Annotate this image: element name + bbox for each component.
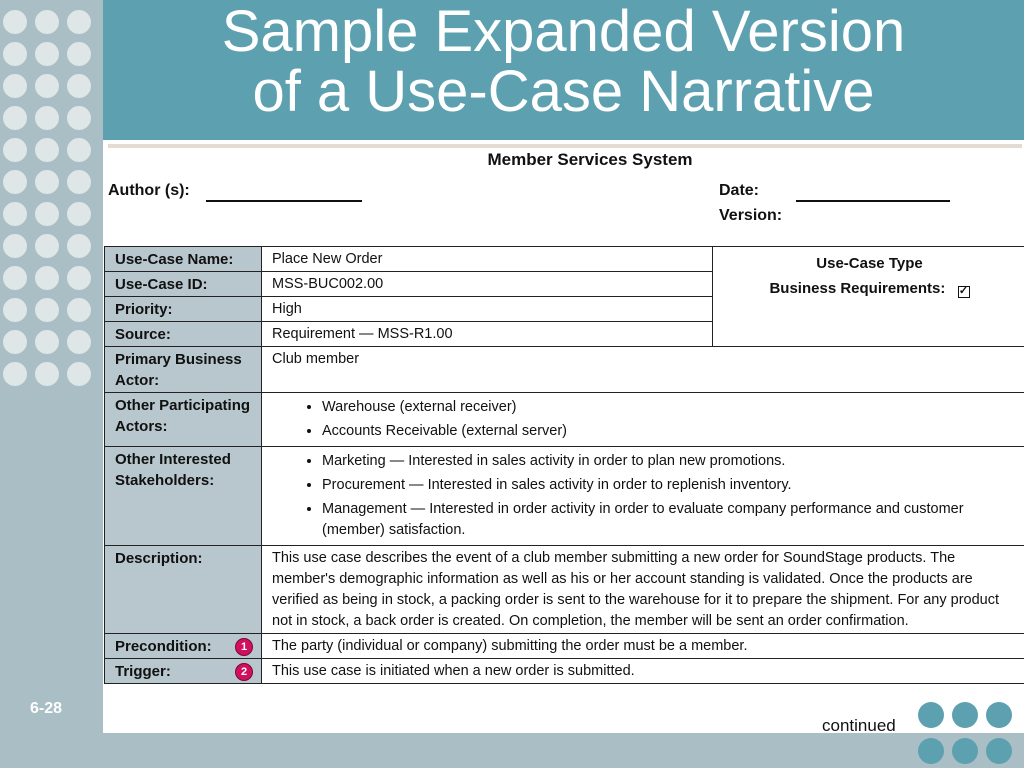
stakeholders-list: [272, 451, 1016, 541]
use-case-type-cell: [713, 247, 1024, 347]
date-blank-line: [796, 200, 950, 202]
stakeholders-cell: [262, 447, 1024, 546]
precondition-label-cell: [105, 634, 262, 659]
decorative-dot: [952, 702, 978, 728]
version-label: Version:: [719, 207, 783, 224]
participating-actors-list: [272, 397, 1016, 442]
decorative-dot: [3, 74, 27, 98]
trigger-label: Trigger:: [115, 663, 171, 680]
decorative-dot: [67, 266, 91, 290]
list-item: • Warehouse (external receiver): [322, 397, 1016, 418]
decorative-dot: [35, 138, 59, 162]
decorative-dot: [3, 298, 27, 322]
trigger-value: This use case is initiated when a new order is submitted.: [262, 659, 1024, 684]
use-case-type-title: Use-Case Type: [816, 255, 923, 272]
use-case-id-value: MSS-BUC002.00: [262, 272, 713, 297]
table-row: [105, 247, 1024, 272]
list-item: • Management — Interested in order activity in order to evaluate company performance and customer (member) satisfaction.: [322, 499, 1016, 541]
priority-label: Priority:: [105, 297, 262, 322]
step-badge-1: 1: [235, 638, 253, 656]
stakeholders-label: Other Interested Stakeholders:: [105, 447, 262, 546]
table-row: [105, 347, 1024, 393]
precondition-label: Precondition:: [115, 638, 212, 655]
participating-actors-cell: [262, 393, 1024, 447]
decorative-dot: [3, 202, 27, 226]
decorative-dots-bottom-row2: [918, 738, 1012, 764]
decorative-dot: [35, 106, 59, 130]
description-label: Description:: [105, 546, 262, 634]
decorative-dot: [3, 138, 27, 162]
business-requirements-label: Business Requirements:: [769, 280, 946, 297]
use-case-table: [104, 246, 1024, 684]
decorative-dot: [986, 738, 1012, 764]
table-row: [105, 546, 1024, 634]
list-item: • Accounts Receivable (external server): [322, 421, 1016, 442]
decorative-dot: [3, 330, 27, 354]
precondition-value: The party (individual or company) submitting the order must be a member.: [262, 634, 1024, 659]
continued-label: continued: [822, 716, 896, 735]
decorative-dot: [918, 738, 944, 764]
table-row: [105, 393, 1024, 447]
decorative-dot: [952, 738, 978, 764]
decorative-dot: [35, 42, 59, 66]
author-blank-line: [206, 200, 362, 202]
decorative-dot: [35, 330, 59, 354]
decorative-dot: [35, 170, 59, 194]
decorative-dot: [3, 42, 27, 66]
decorative-dot: [67, 202, 91, 226]
table-row: [105, 659, 1024, 684]
decorative-dot: [67, 42, 91, 66]
primary-actor-value: Club member: [262, 347, 1024, 393]
business-requirements-checkbox: [958, 286, 970, 298]
list-item: • Procurement — Interested in sales activity in order to replenish inventory.: [322, 475, 1016, 496]
decorative-dot: [35, 202, 59, 226]
decorative-dot: [67, 298, 91, 322]
slide-title: [103, 2, 1024, 122]
bottom-band: [0, 733, 1024, 768]
date-label: Date:: [719, 182, 760, 199]
decorative-dot: [67, 362, 91, 386]
page-top-edge: [108, 144, 1022, 148]
decorative-dot: [35, 362, 59, 386]
decorative-dot: [67, 106, 91, 130]
decorative-dot: [3, 106, 27, 130]
decorative-dots-bottom: [918, 702, 1012, 728]
decorative-dot: [986, 702, 1012, 728]
primary-actor-label: Primary Business Actor:: [105, 347, 262, 393]
decorative-dot: [35, 266, 59, 290]
slide-title-line1: Sample Expanded Version: [221, 0, 906, 64]
decorative-dot: [67, 170, 91, 194]
decorative-dot: [67, 138, 91, 162]
decorative-dot-grid: [3, 10, 103, 386]
decorative-dot: [3, 10, 27, 34]
source-value: Requirement — MSS-R1.00: [262, 322, 713, 347]
decorative-dot: [3, 266, 27, 290]
decorative-dot: [3, 170, 27, 194]
use-case-id-label: Use-Case ID:: [105, 272, 262, 297]
priority-value: High: [262, 297, 713, 322]
decorative-dot: [67, 234, 91, 258]
decorative-dot: [3, 362, 27, 386]
slide-number: 6-28: [30, 700, 63, 717]
decorative-dot: [67, 74, 91, 98]
slide-title-line2: of a Use-Case Narrative: [252, 59, 875, 124]
table-row: [105, 447, 1024, 546]
left-decorative-panel: [0, 0, 103, 768]
decorative-dot: [35, 234, 59, 258]
source-label: Source:: [105, 322, 262, 347]
checkmark-icon: ✓: [958, 285, 969, 297]
table-row: [105, 634, 1024, 659]
decorative-dot: [35, 74, 59, 98]
decorative-dot: [3, 234, 27, 258]
use-case-name-label: Use-Case Name:: [105, 247, 262, 272]
trigger-label-cell: [105, 659, 262, 684]
decorative-dot: [67, 330, 91, 354]
description-value: This use case describes the event of a club member submitting a new order for SoundStage products. The member's demographic information as well as his or her account standing is validated. Once the products are verified as being in stock, a packing order is sent to the warehouse for it to prepare the shipment. For any product not in stock, a back order is created. On completion, the member will be sent an order confirmation.: [262, 546, 1024, 634]
decorative-dot: [67, 10, 91, 34]
business-requirements-row: [723, 278, 1016, 299]
list-item: • Marketing — Interested in sales activity in order to plan new promotions.: [322, 451, 1016, 472]
use-case-name-value: Place New Order: [262, 247, 713, 272]
author-label: Author (s):: [108, 182, 190, 199]
step-badge-2: 2: [235, 663, 253, 681]
system-name: Member Services System: [487, 150, 693, 169]
decorative-dot: [35, 10, 59, 34]
participating-actors-label: Other Participating Actors:: [105, 393, 262, 447]
decorative-dot: [35, 298, 59, 322]
decorative-dot: [918, 702, 944, 728]
